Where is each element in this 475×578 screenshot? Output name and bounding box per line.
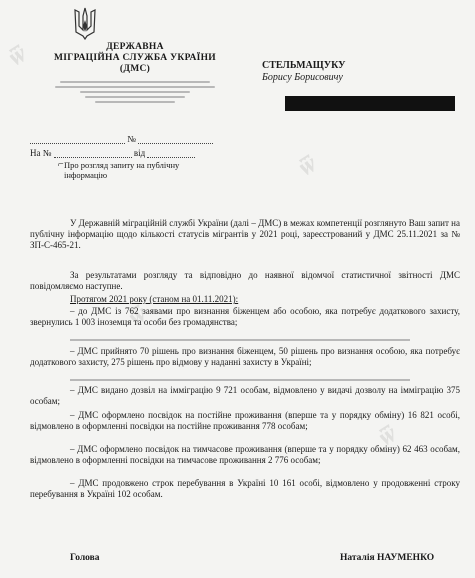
watermark-logo: ѿ — [3, 37, 33, 72]
na-label: На № — [30, 148, 52, 158]
subject-line: Про розгляд запиту на публічну інформацію — [64, 160, 180, 180]
item-stay-extension: – ДМС продовжено строк перебування в Україні 10 161 особі, відмовлено у продовженні строку перебування в Україні 102 особам. — [30, 478, 460, 499]
agency-name — [50, 42, 220, 75]
address-block — [52, 78, 218, 106]
item-applications: – до ДМС із 762 заявами про визнання біженцем або особою, яка потребує додаткового захисту, звернулись 1 003 іноземця та особи без громадянства; — [30, 306, 460, 327]
results-paragraph: За результатами розгляду та відповідно до наявної відомчої статистичної звітності ДМС повідомляємо наступне. — [30, 270, 460, 291]
agency-line2: МІГРАЦІЙНА СЛУЖБА УКРАЇНИ — [54, 53, 216, 63]
reference-line-2 — [30, 148, 195, 158]
intro-paragraph: У Державній міграційній службі України (далі – ДМС) в межах компетенції розглянуто Ваш запит на публічну інформацію щодо кількості статусів мігрантів у 2021 році, зареєстрований у ДМС 25.11.2021 за № ЗП-С-465-21. — [30, 218, 460, 250]
item-decisions: – ДМС прийнято 70 рішень про визнання біженцем, 50 рішень про визнання особою, яка потребує додаткового захисту, 275 рішень про відмову у наданні захисту в Україні; — [30, 346, 460, 367]
reference-line-1 — [30, 134, 213, 144]
watermark-logo: ѿ — [373, 417, 403, 452]
redacted-address — [285, 96, 455, 111]
highlight-underline — [70, 379, 410, 381]
signature-name: Наталія НАУМЕНКО — [340, 553, 435, 563]
watermark-logo: ѿ — [293, 147, 323, 182]
period-heading: Протягом 2021 року (станом на 01.11.2021): — [70, 294, 239, 304]
highlight-underline — [70, 339, 410, 341]
item-temporary-residence: – ДМС оформлено посвідок на тимчасове проживання (вперше та у порядку обміну) 62 463 особам, відмовлено в оформленні посвідки на тимчасове проживання 2 776 особам; — [30, 444, 460, 465]
item-permanent-residence: – ДМС оформлено посвідок на постійне проживання (вперше та у порядку обміну) 16 821 особі, відмовлено в оформленні посвідки на постійне проживання 778 особам; — [30, 410, 460, 431]
no-label: № — [127, 134, 136, 144]
agency-line1: ДЕРЖАВНА — [106, 42, 164, 52]
recipient — [262, 60, 345, 84]
item-immigration: – ДМС видано дозвіл на імміграцію 9 721 особам, відмовлено у видачі дозволу на імміграцію 375 особам; — [30, 385, 460, 406]
recipient-surname: СТЕЛЬМАЩУКУ — [262, 60, 346, 71]
recipient-name: Борису Борисовичу — [262, 72, 343, 83]
signature-title: Голова — [70, 553, 100, 563]
watermark-logo: ѿ — [123, 297, 153, 332]
subject-bracket-icon: ⌐ — [58, 159, 64, 170]
agency-line3: (ДМС) — [119, 64, 151, 74]
trident-emblem-icon — [72, 6, 98, 40]
from-label: від — [133, 148, 146, 158]
